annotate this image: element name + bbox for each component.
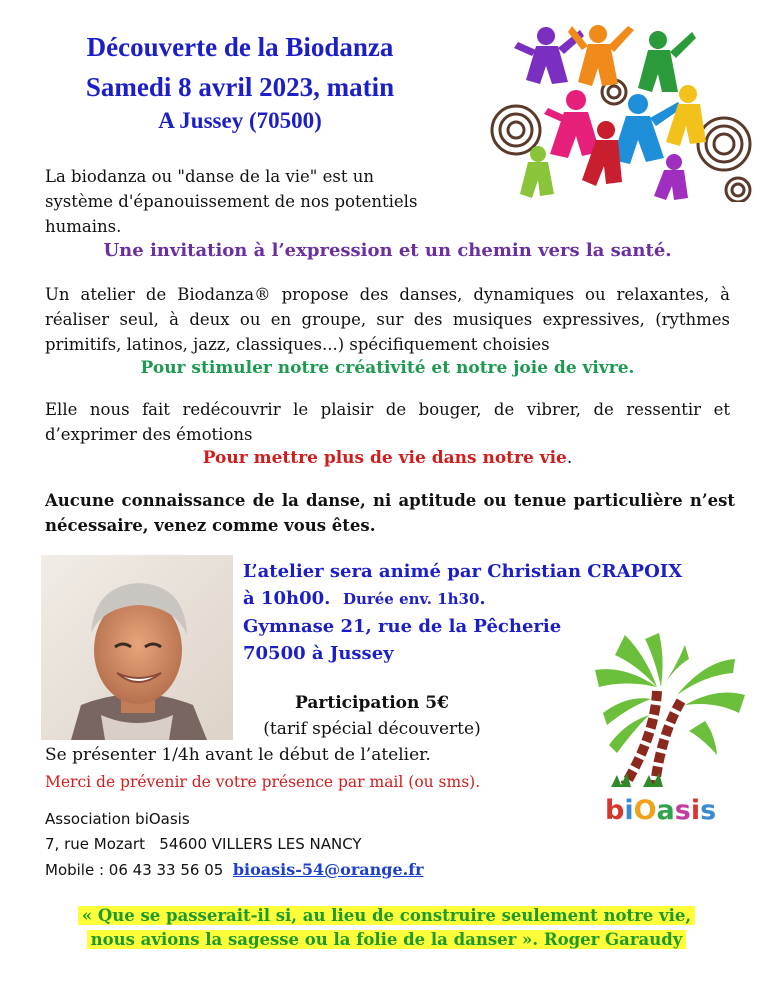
bioasis-wordmark (605, 795, 716, 826)
dancer-figures (514, 25, 706, 200)
logo-letter: O (633, 795, 657, 826)
event-date: Samedi 8 avril 2023, matin (85, 72, 395, 102)
logo-letter: s (700, 795, 717, 826)
plaisir-line: Elle nous fait redécouvrir le plaisir de bouger, de vibrer, de ressentir et (45, 400, 730, 419)
note-line: nécessaire, venez comme vous êtes. (45, 516, 376, 535)
atelier-line: primitifs, latinos, jazz, classiques...) spécifiquement choisies (45, 335, 550, 354)
price: Participation 5€ (295, 693, 449, 713)
plaisir-line: d’exprimer des émotions (45, 425, 253, 444)
address-line: 70500 à Jussey (243, 643, 394, 664)
dancers-illustration (488, 22, 758, 202)
logo-letter: i (624, 795, 634, 826)
start-time: à 10h00. (243, 588, 331, 609)
price-note: (tarif spécial découverte) (263, 719, 481, 739)
intro-line: système d'épanouissement de nos potentiels (45, 192, 418, 211)
intro-highlight: Une invitation à l’expression et un chemin vers la santé. (103, 240, 672, 261)
quote-line: nous avions la sagesse ou la folie de la danser ». Roger Garaudy (87, 930, 687, 949)
animator-line: L’atelier sera animé par Christian CRAPOIX (243, 561, 683, 582)
contact-address: 7, rue Mozart 54600 VILLERS LES NANCY (45, 835, 362, 853)
duration-end: . (479, 588, 486, 609)
logo-letter: b (605, 795, 625, 826)
intro-line: humains. (45, 217, 122, 236)
atelier-highlight: Pour stimuler notre créativité et notre joie de vivre. (140, 358, 635, 378)
page-title: Découverte de la Biodanza (86, 32, 394, 62)
contact-mobile: Mobile : 06 43 33 56 05 (45, 861, 224, 879)
duration: Durée env. 1h30 (342, 590, 480, 608)
intro-line: La biodanza ou "danse de la vie" est un (45, 167, 375, 186)
animator-photo (41, 555, 233, 740)
contact-org: Association biOasis (45, 810, 190, 828)
atelier-line: Un atelier de Biodanza® propose des danses, dynamiques ou relaxantes, à (45, 285, 730, 304)
email-link[interactable]: bioasis-54@orange.fr (232, 860, 424, 879)
bioasis-palm-logo (585, 625, 750, 805)
logo-letter: i (690, 795, 701, 826)
presence-notice: Merci de prévenir de votre présence par mail (ou sms). (45, 773, 481, 791)
arrival-note: Se présenter 1/4h avant le début de l’atelier. (45, 745, 431, 765)
plaisir-period: . (566, 448, 573, 468)
note-line: Aucune connaissance de la danse, ni aptitude ou tenue particulière n’est (45, 491, 735, 510)
address-line: Gymnase 21, rue de la Pêcherie (243, 616, 562, 637)
quote-line: « Que se passerait-il si, au lieu de construire seulement notre vie, (78, 906, 695, 925)
plaisir-highlight: Pour mettre plus de vie dans notre vie (202, 448, 567, 468)
event-location: A Jussey (70500) (158, 108, 322, 133)
atelier-line: réaliser seul, à deux ou en groupe, sur des musiques expressives, (rythmes (45, 310, 730, 329)
logo-letter: s (674, 795, 691, 826)
logo-letter: a (656, 795, 675, 826)
